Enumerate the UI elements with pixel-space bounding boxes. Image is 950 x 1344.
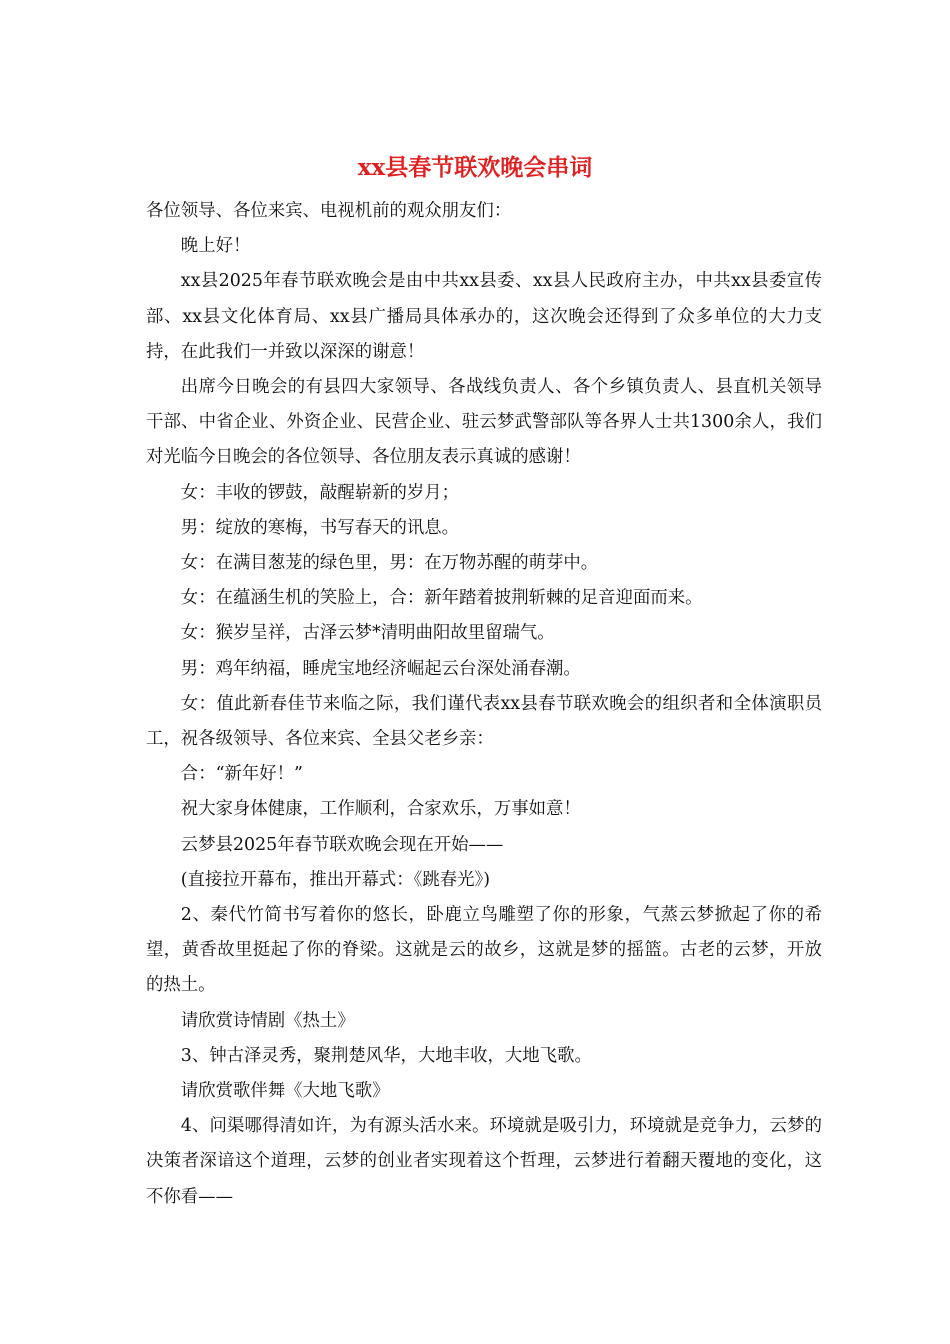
paragraph: 男：鸡年纳福，睡虎宝地经济崛起云台深处涌春潮。 [180,658,581,679]
paragraph: xx县2025年春节联欢晚会是由中共xx县委、xx县人民政府主办，中共xx县委宣传部、xx县文化体育局、xx县广播局具体承办的，这次晚会还得到了众多单位的大力支持，在此我们一并致以深深的谢意！ [146,271,822,362]
paragraph: 女：猴岁呈祥，古泽云梦*清明曲阳故里留瑞气。 [180,623,555,644]
paragraph: 3、钟古泽灵秀，聚荆楚风华，大地丰收，大地飞歌。 [180,1045,592,1066]
paragraph: 出席今日晚会的有县四大家领导、各战线负责人、各个乡镇负责人、县直机关领导干部、中省企业、外资企业、民营企业、驻云梦武警部队等各界人士共1300余人，我们对光临今日晚会的各位领导、各位朋友表示真诚的感谢！ [146,377,822,468]
paragraph: 晚上好！ [180,236,251,257]
paragraph: 请欣赏诗情剧《热土》 [180,1010,355,1031]
document-title: xx县春节联欢晚会串词 [357,154,593,181]
paragraph: 女：在满目葱茏的绿色里，男：在万物苏醒的萌芽中。 [180,553,599,574]
paragraph: 祝大家身体健康，工作顺利，合家欢乐，万事如意！ [180,799,581,820]
paragraph: 女：值此新春佳节来临之际，我们谨代表xx县春节联欢晚会的组织者和全体演职员工，祝各级领导、各位来宾、全县父老乡亲： [146,693,822,750]
paragraph: 2、秦代竹简书写着你的悠长，卧鹿立鸟雕塑了你的形象，气蒸云梦掀起了你的希望，黄香故里挺起了你的脊梁。这就是云的故乡，这就是梦的摇篮。古老的云梦，开放的热土。 [146,905,822,996]
paragraph: 男：绽放的寒梅，书写春天的讯息。 [180,517,460,538]
paragraph: 女：丰收的锣鼓，敲醒崭新的岁月； [180,482,460,503]
paragraph: 云梦县2025年春节联欢晚会现在开始—— [180,834,504,855]
paragraph: 女：在蕴涵生机的笑脸上，合：新年踏着披荆斩棘的足音迎面而来。 [180,588,703,609]
paragraph: 请欣赏歌伴舞《大地飞歌》 [180,1081,390,1102]
paragraph: 合：“新年好！” [180,764,303,785]
paragraph-greeting: 各位领导、各位来宾、电视机前的观众朋友们： [146,201,512,221]
document-body [146,194,822,1215]
paragraph: 4、问渠哪得清如许，为有源头活水来。环境就是吸引力，环境就是竞争力，云梦的决策者深谙这个道理，云梦的创业者实现着这个哲理，云梦进行着翻天覆地的变化，这不你看—— [146,1116,822,1207]
paragraph: (直接拉开幕布，推出开幕式：《跳春光》) [180,869,490,890]
